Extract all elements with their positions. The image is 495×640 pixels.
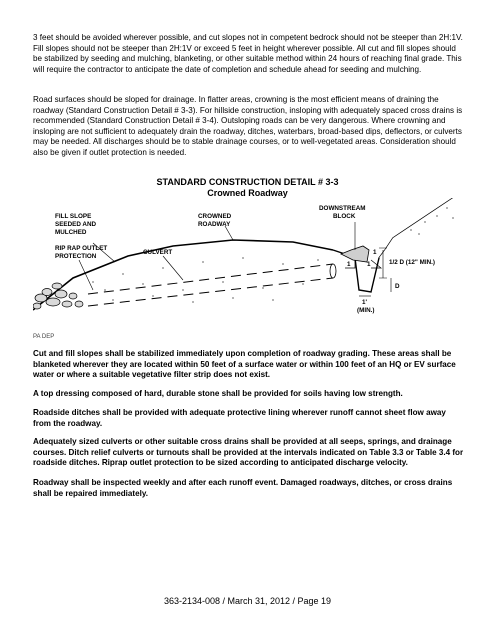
- label-protection: PROTECTION: [55, 253, 97, 260]
- page-footer: 363-2134-008 / March 31, 2012 / Page 19: [163, 596, 332, 606]
- label-seeded: SEEDED AND: [55, 221, 97, 228]
- paragraph-road-surfaces: Road surfaces should be sloped for drainage. In flatter areas, crowning is the most efficient means of draining the roadway (Standard Construction Detail # 3-3). For hillside construction, insloping with adequately spaced cross drains is recommended (Standard Construction Detail # 3-4). Outsloping roads can be very dangerous. Where crowning and insloping are not sufficient to adequately drain the roadway, ditches, waterbars, broad-based dips, deflectors, or culverts may be needed. All discharges should be to stable drainage courses, or to well-vegetated areas. Consideration should also be given if outlet protection is needed.: [33, 95, 463, 157]
- paragraph-stabilize: Cut and fill slopes shall be stabilized immediately upon completion of roadway grading. These areas shall be blanketed wherever they are located within 50 feet of a surface water or within 100 feet of an HQ or EV surface water or where a suitable vegetative filter strip does not exist.: [33, 349, 456, 380]
- cut-slope-area: [379, 198, 465, 258]
- figure-credit: PA DEP: [33, 334, 55, 340]
- label-block: BLOCK: [333, 213, 356, 220]
- label-downstream: DOWNSTREAM: [319, 205, 366, 212]
- label-fill-slope: FILL SLOPE: [55, 213, 92, 220]
- leader-crowned: [225, 226, 233, 240]
- paragraph-roadside-ditches: Roadside ditches shall be provided with adequate protective lining wherever runoff cannot sheet flow away from the roadway.: [33, 408, 446, 428]
- crowned-roadway-diagram: [33, 198, 465, 328]
- label-slope-1a: 1: [347, 261, 351, 268]
- paragraph-slopes: 3 feet should be avoided wherever possible, and cut slopes not in competent bedrock should not be steeper than 2H:1V. Fill slopes should not be steeper than 2H:1V or exceed 5 feet in height wherever possible. All cut and fill slopes should be stabilized by seeding and mulching, blanketing, or other suitable method within 24 hours of reaching final grade. This will require the contractor to anticipate the date of completion and schedule ahead for seeding and mulching.: [33, 33, 463, 74]
- paragraph-inspection: Roadway shall be inspected weekly and after each runoff event. Damaged roadways, ditches, or cross drains shall be repaired immediately.: [33, 478, 453, 498]
- paragraph-top-dressing: A top dressing composed of hard, durable stone shall be provided for soils having low strength.: [33, 389, 403, 398]
- label-half-d: 1/2 D (12" MIN.): [389, 259, 436, 266]
- label-d: D: [395, 283, 400, 290]
- label-mulched: MULCHED: [55, 229, 87, 236]
- label-slope-1c: 1: [373, 249, 377, 256]
- label-one-foot: 1': [362, 299, 367, 306]
- label-crowned: CROWNED: [198, 213, 232, 220]
- label-rip-rap: RIP RAP OUTLET: [55, 245, 108, 252]
- paragraph-culverts: Adequately sized culverts or other suitable cross drains shall be provided at all seeps, springs, and drainage courses. Ditch relief culverts or turnouts shall be provided at the intervals indicated on Table 3.3 or Table 3.4 for roadside ditches. Riprap outlet protection to be sized according to anticipated discharge velocity.: [33, 437, 464, 468]
- figure-title: STANDARD CONSTRUCTION DETAIL # 3-3: [156, 177, 339, 187]
- label-roadway: ROADWAY: [198, 221, 231, 228]
- label-culvert: CULVERT: [143, 249, 173, 256]
- figure-subtitle: Crowned Roadway: [207, 188, 288, 198]
- label-min: (MIN.): [357, 307, 375, 314]
- label-slope-1b: 1: [367, 261, 371, 268]
- diagram-svg: [33, 198, 465, 328]
